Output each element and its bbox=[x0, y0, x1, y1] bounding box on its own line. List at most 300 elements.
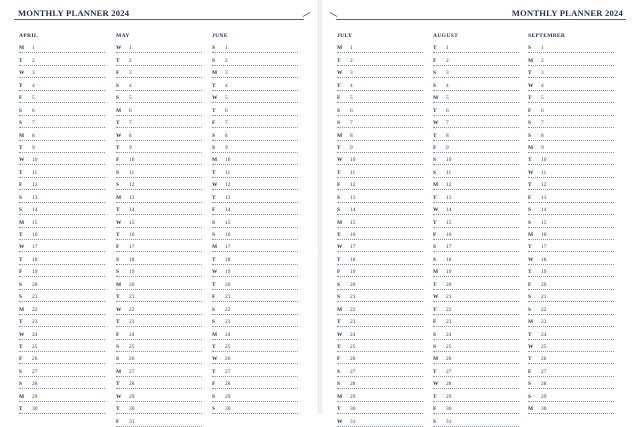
day-row[interactable] bbox=[433, 91, 519, 103]
day-number: 23 bbox=[541, 319, 547, 326]
day-row[interactable] bbox=[337, 352, 423, 364]
day-row[interactable] bbox=[19, 103, 105, 115]
day-row[interactable] bbox=[337, 302, 423, 314]
day-row[interactable] bbox=[116, 66, 202, 78]
day-row[interactable] bbox=[528, 91, 614, 103]
weekday-letter: F bbox=[116, 70, 120, 77]
day-row[interactable] bbox=[528, 141, 614, 153]
day-row[interactable] bbox=[19, 340, 105, 352]
day-number: 22 bbox=[446, 306, 452, 313]
day-row[interactable] bbox=[528, 240, 614, 252]
weekday-letter: T bbox=[19, 169, 23, 176]
day-row[interactable] bbox=[433, 41, 519, 53]
weekday-letter: T bbox=[337, 169, 341, 176]
day-number: 2 bbox=[129, 57, 132, 64]
day-row[interactable] bbox=[116, 91, 202, 103]
day-row[interactable] bbox=[19, 190, 105, 202]
day-number: 15 bbox=[541, 219, 547, 226]
weekday-letter: F bbox=[116, 244, 120, 251]
day-row[interactable] bbox=[212, 228, 298, 240]
weekday-letter: S bbox=[212, 132, 215, 139]
day-number: 4 bbox=[225, 82, 228, 89]
day-row[interactable] bbox=[433, 228, 519, 240]
weekday-letter: F bbox=[337, 95, 341, 102]
day-row[interactable] bbox=[337, 91, 423, 103]
day-row[interactable] bbox=[337, 116, 423, 128]
day-row[interactable] bbox=[212, 252, 298, 264]
day-number: 3 bbox=[541, 70, 544, 77]
day-row[interactable] bbox=[116, 240, 202, 252]
weekday-letter: T bbox=[528, 182, 532, 189]
day-row[interactable] bbox=[528, 352, 614, 364]
weekday-letter: S bbox=[19, 120, 22, 127]
day-row[interactable] bbox=[19, 352, 105, 364]
month-column-june bbox=[212, 32, 298, 414]
day-row[interactable] bbox=[433, 265, 519, 277]
weekday-letter: T bbox=[337, 82, 341, 89]
day-row[interactable] bbox=[212, 377, 298, 389]
weekday-letter: S bbox=[433, 169, 436, 176]
weekday-letter: S bbox=[337, 368, 340, 375]
page-title: MONTHLY PLANNER 2024 bbox=[18, 8, 130, 18]
day-row[interactable] bbox=[19, 178, 105, 190]
day-row[interactable] bbox=[116, 215, 202, 227]
day-row[interactable] bbox=[528, 53, 614, 65]
day-number: 24 bbox=[350, 331, 356, 338]
weekday-letter: T bbox=[19, 406, 23, 413]
day-row[interactable] bbox=[212, 302, 298, 314]
day-row[interactable] bbox=[528, 364, 614, 376]
day-row[interactable] bbox=[337, 389, 423, 401]
day-row[interactable] bbox=[212, 215, 298, 227]
day-row[interactable] bbox=[19, 141, 105, 153]
weekday-letter: W bbox=[116, 219, 122, 226]
day-row[interactable] bbox=[528, 389, 614, 401]
day-row[interactable] bbox=[116, 414, 202, 426]
day-number: 20 bbox=[541, 281, 547, 288]
day-row[interactable] bbox=[337, 228, 423, 240]
day-row[interactable] bbox=[212, 240, 298, 252]
day-row[interactable] bbox=[116, 190, 202, 202]
weekday-letter: S bbox=[212, 57, 215, 64]
day-number: 20 bbox=[225, 281, 231, 288]
weekday-letter: W bbox=[19, 70, 25, 77]
day-row[interactable] bbox=[337, 178, 423, 190]
day-row[interactable] bbox=[433, 178, 519, 190]
weekday-letter: S bbox=[212, 219, 215, 226]
day-number: 1 bbox=[129, 45, 132, 52]
day-row[interactable] bbox=[19, 203, 105, 215]
day-row[interactable] bbox=[433, 340, 519, 352]
day-row[interactable] bbox=[116, 141, 202, 153]
day-row[interactable] bbox=[19, 41, 105, 53]
weekday-letter: T bbox=[528, 356, 532, 363]
day-row[interactable] bbox=[116, 165, 202, 177]
weekday-letter: F bbox=[337, 269, 341, 276]
day-row[interactable] bbox=[116, 178, 202, 190]
weekday-letter: T bbox=[116, 207, 120, 214]
day-row[interactable] bbox=[528, 103, 614, 115]
day-number: 4 bbox=[129, 82, 132, 89]
weekday-letter: S bbox=[528, 306, 531, 313]
day-row[interactable] bbox=[19, 128, 105, 140]
day-row[interactable] bbox=[19, 78, 105, 90]
day-row[interactable] bbox=[528, 116, 614, 128]
weekday-letter: T bbox=[433, 368, 437, 375]
day-row[interactable] bbox=[19, 252, 105, 264]
day-row[interactable] bbox=[116, 103, 202, 115]
day-row[interactable] bbox=[116, 277, 202, 289]
month-name: JUNE bbox=[212, 33, 228, 39]
day-number: 30 bbox=[32, 406, 38, 413]
day-row[interactable] bbox=[212, 91, 298, 103]
day-row[interactable] bbox=[337, 165, 423, 177]
day-row[interactable] bbox=[116, 153, 202, 165]
weekday-letter: T bbox=[433, 306, 437, 313]
day-number: 17 bbox=[541, 244, 547, 251]
day-row[interactable] bbox=[433, 165, 519, 177]
day-row[interactable] bbox=[212, 178, 298, 190]
day-number: 2 bbox=[350, 57, 353, 64]
day-number: 20 bbox=[32, 281, 38, 288]
day-row[interactable] bbox=[433, 315, 519, 327]
day-row[interactable] bbox=[212, 340, 298, 352]
day-row[interactable] bbox=[528, 178, 614, 190]
day-row[interactable] bbox=[212, 128, 298, 140]
day-row[interactable] bbox=[337, 78, 423, 90]
day-number: 11 bbox=[129, 169, 135, 176]
day-row[interactable] bbox=[212, 364, 298, 376]
day-row[interactable] bbox=[116, 315, 202, 327]
day-row[interactable] bbox=[528, 165, 614, 177]
weekday-letter: M bbox=[433, 269, 439, 276]
day-row[interactable] bbox=[116, 352, 202, 364]
day-row[interactable] bbox=[337, 103, 423, 115]
day-row[interactable] bbox=[433, 252, 519, 264]
day-row[interactable] bbox=[528, 340, 614, 352]
day-number: 2 bbox=[541, 57, 544, 64]
day-row[interactable] bbox=[116, 377, 202, 389]
day-row[interactable] bbox=[212, 66, 298, 78]
day-row[interactable] bbox=[19, 265, 105, 277]
day-row[interactable] bbox=[116, 128, 202, 140]
day-row[interactable] bbox=[337, 41, 423, 53]
day-row[interactable] bbox=[116, 364, 202, 376]
day-row[interactable] bbox=[433, 141, 519, 153]
month-name: APRIL bbox=[19, 33, 38, 39]
day-row[interactable] bbox=[337, 203, 423, 215]
day-row[interactable] bbox=[116, 402, 202, 414]
rule-hook bbox=[330, 12, 337, 21]
day-number: 7 bbox=[129, 120, 132, 127]
day-row[interactable] bbox=[19, 402, 105, 414]
day-row[interactable] bbox=[116, 116, 202, 128]
day-number: 10 bbox=[541, 157, 547, 164]
day-row[interactable] bbox=[19, 91, 105, 103]
day-row[interactable] bbox=[433, 78, 519, 90]
day-row[interactable] bbox=[19, 327, 105, 339]
day-row[interactable] bbox=[212, 103, 298, 115]
day-row[interactable] bbox=[433, 190, 519, 202]
day-row[interactable] bbox=[19, 215, 105, 227]
day-row[interactable] bbox=[528, 402, 614, 414]
weekday-letter: M bbox=[116, 194, 122, 201]
weekday-letter: S bbox=[528, 381, 531, 388]
day-row[interactable] bbox=[116, 302, 202, 314]
day-row[interactable] bbox=[433, 277, 519, 289]
day-row[interactable] bbox=[212, 277, 298, 289]
weekday-letter: S bbox=[433, 70, 436, 77]
day-number: 9 bbox=[32, 144, 35, 151]
day-row[interactable] bbox=[19, 165, 105, 177]
month-name: JULY bbox=[337, 33, 353, 39]
day-number: 25 bbox=[350, 343, 356, 350]
day-row[interactable] bbox=[212, 327, 298, 339]
day-row[interactable] bbox=[528, 66, 614, 78]
day-row[interactable] bbox=[19, 389, 105, 401]
day-number: 13 bbox=[129, 194, 135, 201]
day-number: 19 bbox=[129, 269, 135, 276]
day-row[interactable] bbox=[337, 340, 423, 352]
day-row[interactable] bbox=[116, 203, 202, 215]
day-row[interactable] bbox=[212, 389, 298, 401]
day-number: 20 bbox=[446, 281, 452, 288]
day-number: 12 bbox=[129, 182, 135, 189]
weekday-letter: F bbox=[528, 368, 532, 375]
weekday-letter: M bbox=[116, 368, 122, 375]
day-number: 16 bbox=[129, 232, 135, 238]
day-row[interactable] bbox=[433, 389, 519, 401]
day-number: 20 bbox=[350, 281, 356, 288]
day-row[interactable] bbox=[528, 128, 614, 140]
day-number: 11 bbox=[446, 169, 452, 176]
day-row[interactable] bbox=[19, 240, 105, 252]
day-row[interactable] bbox=[433, 128, 519, 140]
day-row[interactable] bbox=[528, 215, 614, 227]
day-number: 7 bbox=[541, 120, 544, 127]
day-number: 13 bbox=[32, 194, 38, 201]
weekday-letter: S bbox=[528, 393, 531, 400]
day-number: 27 bbox=[541, 368, 547, 375]
day-row[interactable] bbox=[528, 203, 614, 215]
day-row[interactable] bbox=[433, 103, 519, 115]
day-row[interactable] bbox=[528, 252, 614, 264]
month-name: MAY bbox=[116, 33, 130, 39]
day-number: 3 bbox=[129, 70, 132, 77]
weekday-letter: M bbox=[337, 219, 343, 226]
day-number: 18 bbox=[32, 256, 38, 263]
day-number: 6 bbox=[541, 107, 544, 114]
day-number: 5 bbox=[32, 95, 35, 102]
day-number: 12 bbox=[541, 182, 547, 189]
day-row[interactable] bbox=[116, 389, 202, 401]
day-row[interactable] bbox=[212, 41, 298, 53]
day-row[interactable] bbox=[19, 66, 105, 78]
weekday-letter: W bbox=[212, 269, 218, 276]
day-number: 16 bbox=[541, 232, 547, 238]
day-row[interactable] bbox=[528, 78, 614, 90]
day-row[interactable] bbox=[212, 352, 298, 364]
weekday-letter: M bbox=[337, 306, 343, 313]
day-row[interactable] bbox=[433, 302, 519, 314]
day-number: 4 bbox=[350, 82, 353, 89]
day-row[interactable] bbox=[337, 66, 423, 78]
day-row[interactable] bbox=[528, 228, 614, 240]
day-row[interactable] bbox=[116, 41, 202, 53]
day-row[interactable] bbox=[337, 252, 423, 264]
day-row[interactable] bbox=[528, 377, 614, 389]
day-row[interactable] bbox=[337, 215, 423, 227]
day-number: 2 bbox=[32, 57, 35, 64]
day-row[interactable] bbox=[212, 402, 298, 414]
day-row[interactable] bbox=[337, 240, 423, 252]
day-row[interactable] bbox=[116, 327, 202, 339]
day-row[interactable] bbox=[337, 377, 423, 389]
weekday-letter: F bbox=[433, 57, 437, 64]
day-number: 21 bbox=[32, 294, 38, 301]
day-number: 3 bbox=[32, 70, 35, 77]
weekday-letter: W bbox=[19, 157, 25, 164]
day-row[interactable] bbox=[433, 290, 519, 302]
weekday-letter: T bbox=[19, 319, 23, 326]
day-number: 1 bbox=[541, 45, 544, 52]
day-row[interactable] bbox=[212, 78, 298, 90]
day-row[interactable] bbox=[337, 190, 423, 202]
day-row[interactable] bbox=[528, 153, 614, 165]
day-number: 31 bbox=[350, 418, 356, 425]
weekday-letter: W bbox=[212, 356, 218, 363]
day-row[interactable] bbox=[433, 364, 519, 376]
day-row[interactable] bbox=[433, 215, 519, 227]
day-row[interactable] bbox=[337, 402, 423, 414]
day-row[interactable] bbox=[19, 290, 105, 302]
day-row[interactable] bbox=[528, 327, 614, 339]
day-number: 14 bbox=[32, 207, 38, 214]
day-row[interactable] bbox=[212, 165, 298, 177]
day-row[interactable] bbox=[433, 402, 519, 414]
weekday-letter: M bbox=[528, 144, 534, 151]
day-row[interactable] bbox=[337, 153, 423, 165]
day-row[interactable] bbox=[433, 116, 519, 128]
day-row[interactable] bbox=[433, 240, 519, 252]
day-row[interactable] bbox=[212, 141, 298, 153]
weekday-letter: S bbox=[433, 343, 436, 350]
day-row[interactable] bbox=[433, 327, 519, 339]
day-row[interactable] bbox=[212, 315, 298, 327]
day-row[interactable] bbox=[528, 302, 614, 314]
day-number: 17 bbox=[446, 244, 452, 251]
weekday-letter: W bbox=[337, 331, 343, 338]
day-row[interactable] bbox=[19, 364, 105, 376]
day-number: 11 bbox=[541, 169, 547, 176]
day-row[interactable] bbox=[528, 277, 614, 289]
day-row[interactable] bbox=[116, 265, 202, 277]
weekday-letter: S bbox=[116, 256, 119, 263]
day-number: 30 bbox=[129, 406, 135, 413]
weekday-letter: T bbox=[19, 57, 23, 64]
weekday-letter: M bbox=[116, 107, 122, 114]
day-number: 1 bbox=[350, 45, 353, 52]
day-row[interactable] bbox=[433, 203, 519, 215]
day-row[interactable] bbox=[337, 327, 423, 339]
day-row[interactable] bbox=[212, 290, 298, 302]
day-row[interactable] bbox=[19, 302, 105, 314]
day-row[interactable] bbox=[433, 53, 519, 65]
day-row[interactable] bbox=[116, 53, 202, 65]
day-row[interactable] bbox=[116, 340, 202, 352]
day-row[interactable] bbox=[212, 53, 298, 65]
day-row[interactable] bbox=[337, 414, 423, 426]
day-row[interactable] bbox=[337, 315, 423, 327]
weekday-letter: S bbox=[19, 294, 22, 301]
day-row[interactable] bbox=[337, 265, 423, 277]
day-row[interactable] bbox=[19, 53, 105, 65]
day-number: 14 bbox=[225, 207, 231, 214]
day-number: 8 bbox=[541, 132, 544, 139]
day-number: 24 bbox=[541, 331, 547, 338]
day-row[interactable] bbox=[528, 290, 614, 302]
day-row[interactable] bbox=[337, 128, 423, 140]
day-row[interactable] bbox=[212, 265, 298, 277]
day-row[interactable] bbox=[19, 153, 105, 165]
weekday-letter: S bbox=[19, 381, 22, 388]
day-number: 11 bbox=[225, 169, 231, 176]
weekday-letter: T bbox=[528, 95, 532, 102]
weekday-letter: M bbox=[433, 182, 439, 189]
day-row[interactable] bbox=[433, 414, 519, 426]
day-number: 1 bbox=[446, 45, 449, 52]
day-row[interactable] bbox=[337, 141, 423, 153]
day-row[interactable] bbox=[19, 377, 105, 389]
day-row[interactable] bbox=[433, 377, 519, 389]
day-row[interactable] bbox=[212, 116, 298, 128]
day-row[interactable] bbox=[528, 315, 614, 327]
day-row[interactable] bbox=[433, 66, 519, 78]
day-row[interactable] bbox=[116, 78, 202, 90]
day-number: 25 bbox=[541, 343, 547, 350]
day-number: 27 bbox=[350, 368, 356, 375]
day-row[interactable] bbox=[433, 352, 519, 364]
weekday-letter: W bbox=[116, 306, 122, 313]
day-row[interactable] bbox=[337, 290, 423, 302]
day-row[interactable] bbox=[212, 190, 298, 202]
day-row[interactable] bbox=[337, 364, 423, 376]
day-row[interactable] bbox=[337, 277, 423, 289]
weekday-letter: T bbox=[19, 343, 23, 350]
day-row[interactable] bbox=[116, 290, 202, 302]
day-row[interactable] bbox=[212, 203, 298, 215]
day-row[interactable] bbox=[528, 265, 614, 277]
weekday-letter: S bbox=[116, 343, 119, 350]
day-row[interactable] bbox=[528, 190, 614, 202]
day-row[interactable] bbox=[337, 53, 423, 65]
day-row[interactable] bbox=[19, 277, 105, 289]
day-row[interactable] bbox=[19, 228, 105, 240]
day-row[interactable] bbox=[212, 153, 298, 165]
day-row[interactable] bbox=[116, 228, 202, 240]
weekday-letter: T bbox=[337, 256, 341, 263]
day-row[interactable] bbox=[116, 252, 202, 264]
day-number: 8 bbox=[225, 132, 228, 139]
day-row[interactable] bbox=[433, 153, 519, 165]
day-number: 21 bbox=[446, 294, 452, 301]
day-row[interactable] bbox=[528, 41, 614, 53]
day-row[interactable] bbox=[19, 315, 105, 327]
day-row[interactable] bbox=[19, 116, 105, 128]
title-rule bbox=[14, 19, 304, 20]
day-number: 16 bbox=[32, 232, 38, 238]
weekday-letter: W bbox=[528, 169, 534, 176]
